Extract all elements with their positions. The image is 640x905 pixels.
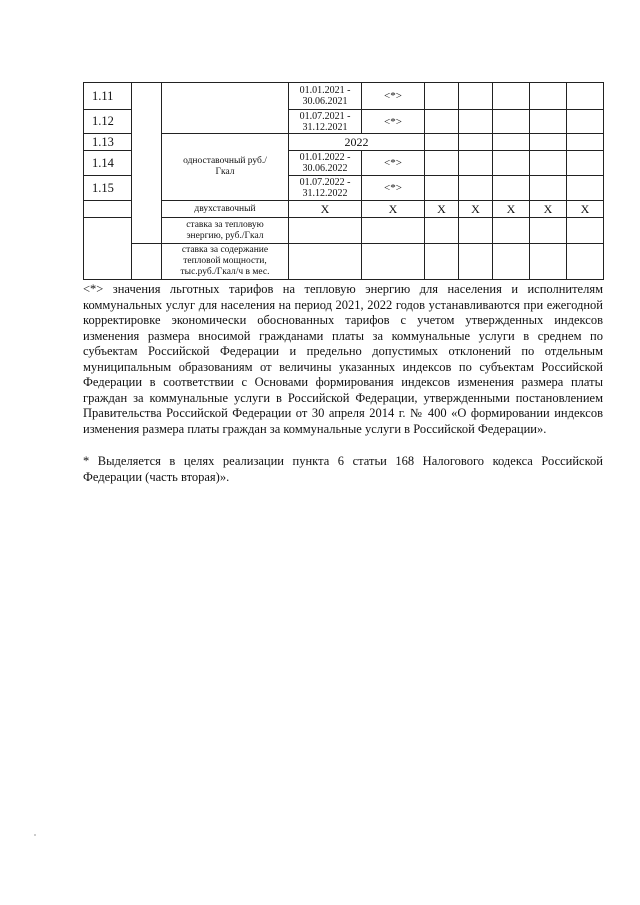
table-row <box>84 134 604 151</box>
tariff-mark: <*> <box>362 176 425 201</box>
empty-cell <box>362 244 425 280</box>
empty-cell <box>493 110 530 134</box>
table-row <box>84 244 604 280</box>
period-start: 01.07.2022 - <box>299 177 351 188</box>
x-mark: X <box>425 201 459 218</box>
empty-cell <box>459 134 493 151</box>
empty-cell <box>84 218 132 280</box>
tariff-table <box>83 82 604 280</box>
two-part-label: двухставочный <box>162 201 289 218</box>
empty-cell <box>493 176 530 201</box>
row-number: 1.14 <box>84 151 132 176</box>
period-start: 01.01.2022 - <box>299 152 351 163</box>
empty-cell <box>459 244 493 280</box>
tariff-mark: <*> <box>362 151 425 176</box>
empty-cell <box>459 218 493 244</box>
table-row <box>84 201 604 218</box>
empty-cell <box>289 244 362 280</box>
empty-cell <box>530 176 567 201</box>
empty-cell <box>425 176 459 201</box>
empty-cell <box>425 244 459 280</box>
x-mark: X <box>493 201 530 218</box>
empty-cell <box>567 151 604 176</box>
table-row <box>84 218 604 244</box>
period-end: 31.12.2022 <box>302 188 348 199</box>
empty-cell <box>84 201 132 218</box>
empty-cell <box>362 218 425 244</box>
empty-cell <box>289 218 362 244</box>
empty-cell <box>567 83 604 110</box>
x-mark: X <box>459 201 493 218</box>
period-end: 30.06.2022 <box>302 163 348 174</box>
tariff-mark: <*> <box>362 83 425 110</box>
empty-cell <box>530 244 567 280</box>
empty-cell <box>567 134 604 151</box>
table-row <box>84 83 604 110</box>
empty-cell <box>530 110 567 134</box>
x-mark: X <box>289 201 362 218</box>
scan-speck <box>34 834 36 836</box>
year-heading: 2022 <box>289 134 425 151</box>
row-number: 1.13 <box>84 134 132 151</box>
x-mark: X <box>362 201 425 218</box>
footnote-tariffs: <*> значения льготных тарифов на тепловую энергию для населения и исполнителям коммунальных услуг для населения на период 2021, 2022 годов устанавливаются при ежегодной корректировке экономически обоснованных тарифов с учетом утвержденных индексов изменения размера вносимой гражданами платы за коммунальные услуги в среднем по субъектам Российской Федерации и предельно допустимых отклонений по отдельным муниципальным образованиям от величины указанных индексов по субъектам Российской Федерации в соответствии с Основами формирования индексов изменения размера платы граждан за коммунальные услуги в Российской Федерации, утвержденными постановлением Правительства Российской Федерации от 30 апреля 2014 г. № 400 «О формировании индексов изменения размера платы граждан за коммунальные услуги в Российской Федерации». <box>83 282 603 436</box>
period-cell <box>289 151 362 176</box>
row-number: 1.11 <box>84 83 132 110</box>
empty-cell <box>530 134 567 151</box>
empty-cell <box>425 134 459 151</box>
empty-cell <box>425 110 459 134</box>
tariff-mark: <*> <box>362 110 425 134</box>
empty-cell <box>425 83 459 110</box>
capacity-rate-label: ставка за содержание тепловой мощности, тыс.руб./Гкал/ч в мес. <box>162 244 289 280</box>
empty-cell <box>530 151 567 176</box>
blank-label-cell <box>162 83 289 134</box>
period-cell <box>289 176 362 201</box>
empty-cell <box>567 218 604 244</box>
empty-cell <box>493 134 530 151</box>
empty-cell <box>567 244 604 280</box>
period-cell <box>289 83 362 110</box>
empty-cell <box>493 218 530 244</box>
period-end: 31.12.2021 <box>302 121 348 133</box>
footnotes <box>83 282 603 485</box>
x-mark: X <box>530 201 567 218</box>
empty-cell <box>459 83 493 110</box>
period-end: 30.06.2021 <box>302 96 348 107</box>
heat-energy-rate-label: ставка за тепловую энергию, руб./Гкал <box>162 218 289 244</box>
blank-column-cell <box>132 83 162 244</box>
row-number: 1.12 <box>84 110 132 134</box>
empty-cell <box>530 218 567 244</box>
x-mark: X <box>567 201 604 218</box>
period-start: 01.01.2021 - <box>299 85 351 96</box>
empty-cell <box>567 176 604 201</box>
row-number: 1.15 <box>84 176 132 201</box>
empty-cell <box>493 151 530 176</box>
empty-cell <box>493 83 530 110</box>
empty-cell <box>459 110 493 134</box>
empty-cell <box>459 176 493 201</box>
empty-cell <box>132 244 162 280</box>
period-cell <box>289 110 362 134</box>
period-start: 01.07.2021 - <box>299 110 351 122</box>
empty-cell <box>530 83 567 110</box>
empty-cell <box>493 244 530 280</box>
footnote-tax-code: * Выделяется в целях реализации пункта 6 статьи 168 Налогового кодекса Российской Федерации (часть вторая)». <box>83 454 603 484</box>
empty-cell <box>567 110 604 134</box>
single-rate-label: одноставочный руб./Гкал <box>162 134 289 201</box>
empty-cell <box>459 151 493 176</box>
empty-cell <box>425 151 459 176</box>
empty-cell <box>425 218 459 244</box>
